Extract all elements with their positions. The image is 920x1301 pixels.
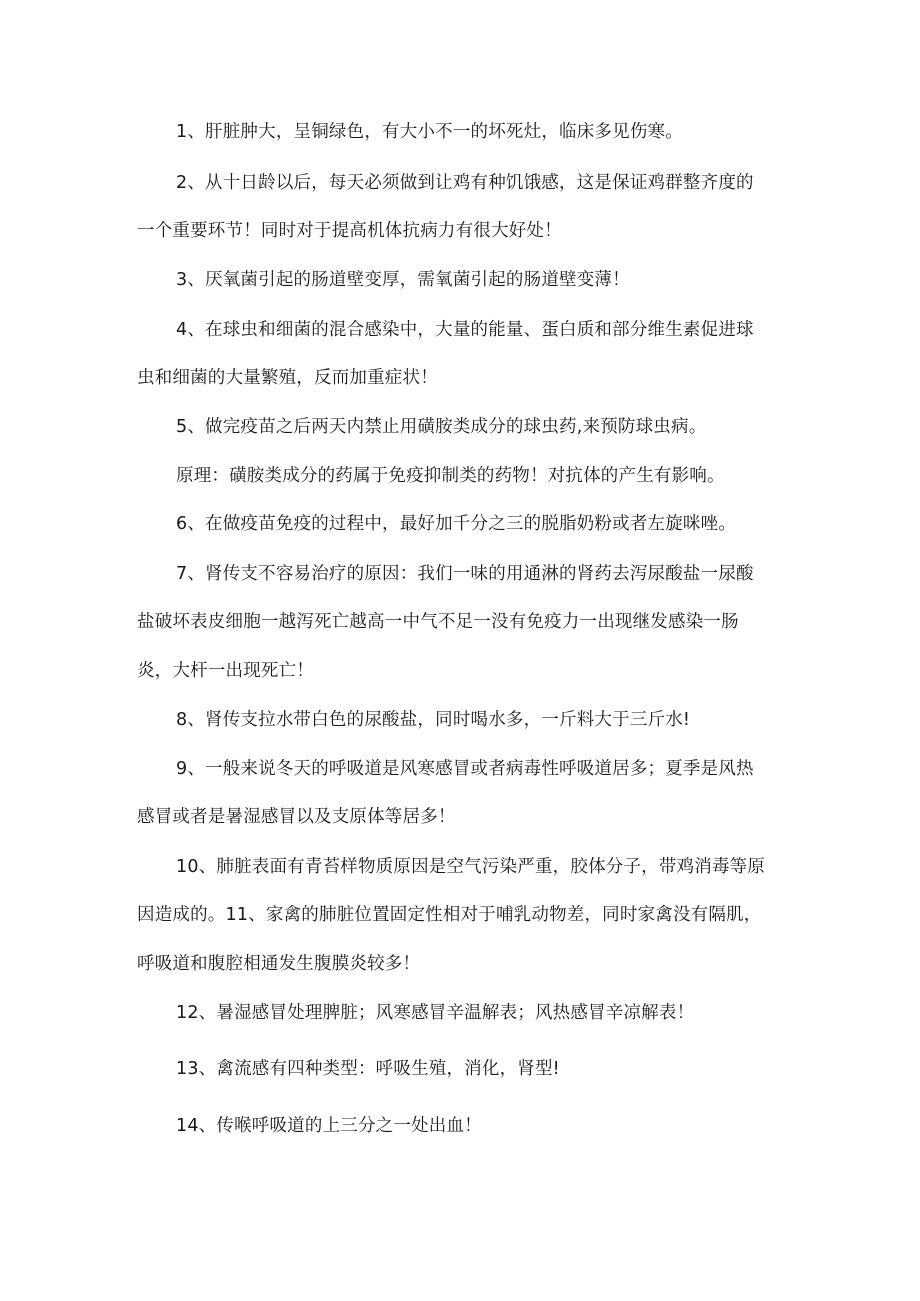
paragraph-12: 12、暑湿感冒处理脾脏；风寒感冒辛温解表；风热感冒辛凉解表！ (176, 1003, 695, 1023)
paragraph-7-line-3: 炎，大杆一出现死亡！ (137, 661, 314, 681)
paragraph-3: 3、厌氧菌引起的肠道壁变厚，需氧菌引起的肠道壁变薄！ (176, 270, 630, 290)
paragraph-10-line-2: 因造成的。11、家禽的肺脏位置固定性相对于哺乳动物差，同时家禽没有隔肌， (137, 905, 762, 925)
paragraph-6: 6、在做疫苗免疫的过程中，最好加千分之三的脱脂奶粉或者左旋咪唑。 (176, 514, 737, 534)
paragraph-9-line-1: 9、一般来说冬天的呼吸道是风寒感冒或者病毒性呼吸道居多；夏季是风热 (176, 759, 754, 779)
paragraph-13: 13、禽流感有四种类型：呼吸生殖，消化，肾型! (176, 1059, 560, 1079)
paragraph-10-line-1: 10、肺脏表面有青苔样物质原因是空气污染严重，胶体分子，带鸡消毒等原 (176, 857, 766, 877)
paragraph-1: 1、肝脏肿大，呈铜绿色，有大小不一的坏死灶，临床多见伤寒。 (176, 122, 683, 142)
paragraph-4-line-1: 4、在球虫和细菌的混合感染中，大量的能量、蛋白质和部分维生素促进球 (176, 320, 754, 340)
paragraph-4-line-2: 虫和细菌的大量繁殖，反而加重症状！ (137, 368, 438, 388)
paragraph-7-line-2: 盐破坏表皮细胞一越泻死亡越高一中气不足一没有免疫力一出现继发感染一肠 (137, 612, 739, 632)
paragraph-10-line-3: 呼吸道和腹腔相通发生腹膜炎较多！ (137, 954, 421, 974)
paragraph-5-principle: 原理：磺胺类成分的药属于免疫抑制类的药物！对抗体的产生有影响。 (176, 466, 725, 486)
paragraph-2-line-2: 一个重要环节！同时对于提高机体抗病力有很大好处！ (137, 221, 562, 241)
paragraph-14: 14、传喉呼吸道的上三分之一处出血！ (176, 1116, 482, 1136)
paragraph-7-line-1: 7、肾传支不容易治疗的原因：我们一味的用通淋的肾药去泻尿酸盐一尿酸 (176, 564, 754, 584)
paragraph-8: 8、肾传支拉水带白色的尿酸盐，同时喝水多，一斤料大于三斤水! (176, 710, 691, 730)
paragraph-9-line-2: 感冒或者是暑湿感冒以及支原体等居多！ (137, 807, 456, 827)
paragraph-2-line-1: 2、从十日龄以后，每天必须做到让鸡有种饥饿感，这是保证鸡群整齐度的 (176, 173, 754, 193)
paragraph-5: 5、做完疫苗之后两天内禁止用磺胺类成分的球虫药,来预防球虫病。 (176, 417, 707, 437)
